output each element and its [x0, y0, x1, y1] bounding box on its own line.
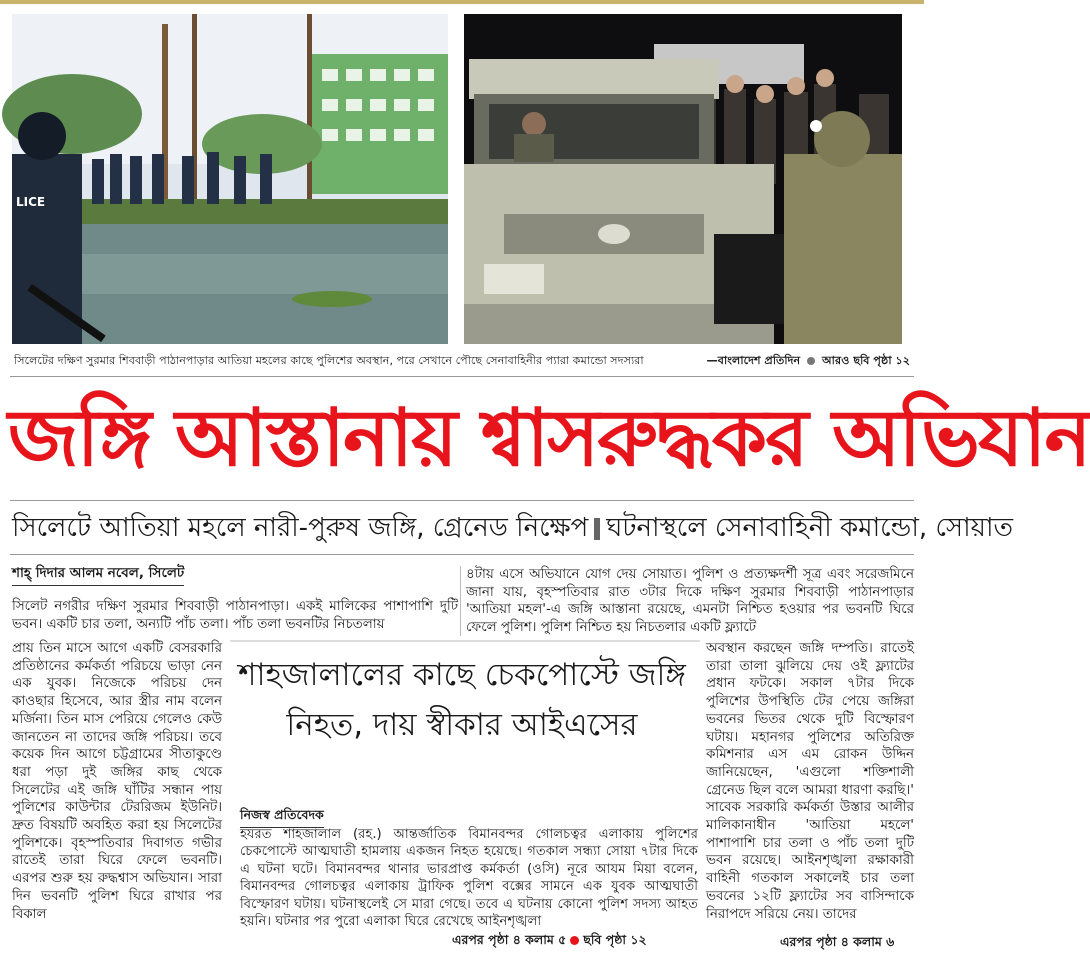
- lead-text: সিলেট নগরীর দক্ষিণ সুরমার শিববাড়ী পাঠানপাড়া। একই মালিকের পাশাপাশি দুটি ভবন। একটি চার তলা, অন্যটি পাঁচ তলা। পাঁচ তলা ভবনটির নিচতলায়: [12, 599, 458, 632]
- inset-text: হযরত শাহজালাল (রহ.) আন্তর্জাতিক বিমানবন্দর গোলচত্বর এলাকায় পুলিশের চেকপোস্টে আত্মঘাতী হামলায় একজন নিহত হয়েছে। গতকাল সন্ধ্যা সোয়া ৭টার দিকে এ ঘটনা ঘটে। বিমানবন্দর থানার ভারপ্রাপ্ত কর্মকর্তা (ওসি) নূরে আযম মিয়া বলেন, বিমানবন্দর গোলচত্বর এলাকায় ট্রাফিক পুলিশ বক্সের সামনে এক যুবক আত্মঘাতী বিস্ফোরণ ঘটায়। ঘটনাস্থলেই সে মারা গেছে। তবে এ ঘটনায় কোনো পুলিশ সদস্য আহত হয়নি। ঘটনার পর পুরো এলাকা ঘিরে রেখেছে আইনশৃঙ্খলা: [240, 827, 698, 930]
- subhead-left: সিলেটে আতিয়া মহলে নারী-পুরুষ জঙ্গি, গ্রেনেড নিক্ষেপ: [12, 513, 589, 543]
- col1-text: প্রায় তিন মাসে আগে একটি বেসরকারি প্রতিষ্ঠানের কর্মকর্তা পরিচয়ে ভাড়া নেন এক যুবক। নিজেকে পরিচয় দেন কাওছার হিসেবে, আর স্ত্রীর নাম বলেন মর্জিনা। তিন মাস পেরিয়ে গেলেও কেউ জানতেন না তাদের জঙ্গি পরিচয়। তবে কয়েক দিন আগে চট্টগ্রামের সীতাকুণ্ডে ধরা পড়া দুই জঙ্গির কাছ থেকে সিলেটের এই জঙ্গি ঘাঁটির সন্ধান পায় পুলিশের কাউন্টার টেররিজম ইউনিট। দ্রুত বিষয়টি অবহিত করা হয় সিলেটের পুলিশকে। বৃহস্পতিবার দিবাগত গভীর রাতেই তারা ঘিরে ফেলে ভবনটি। এরপর শুরু হয় রুদ্ধশ্বাস অভিযান। সারা দিন ভবনটি পুলিশ ঘিরে রাখার পর বিকাল: [12, 641, 222, 922]
- inset-continuation: [452, 932, 647, 952]
- article-lead: [12, 598, 458, 633]
- svg-text:LICE: LICE: [16, 195, 46, 209]
- inset-cont-link[interactable]: এরপর পৃষ্ঠা ৪ কলাম ৫: [452, 932, 567, 947]
- army-vehicle-photo-icon: [464, 14, 902, 344]
- caption-text: সিলেটের দক্ষিণ সুরমার শিববাড়ী পাঠানপাড়ার আতিয়া মহলের কাছে পুলিশের অবস্থান, পরে সেখানে পৌছে সেনাবাহিনীর প্যারা কমান্ডো সদস্যরা: [14, 354, 644, 367]
- col2-text: ৪টায় এসে অভিযানে যোগ দেয় সোয়াত। পুলিশ ও প্রত্যক্ষদর্শী সূত্র এবং সরেজমিনে জানা যায়, বৃহস্পতিবার রাত ৩টার দিকে দক্ষিণ সুরমার শিববাড়ী পাঠানপাড়ার 'আতিয়া মহল'-এ জঙ্গি আস্তানা রয়েছে, এমনটা নিশ্চিত হওয়ার পর ভবনটি ঘিরে ফেলে পুলিশ। পুলিশ নিশ্চিত হয় নিচতলার একটি ফ্ল্যাটে: [466, 567, 914, 636]
- article-col-2: [466, 566, 914, 637]
- inset-body: [240, 826, 698, 932]
- top-rule: [0, 0, 924, 4]
- red-bullet-icon: [570, 936, 579, 945]
- divider: [10, 500, 914, 501]
- police-photo-icon: [12, 14, 448, 344]
- separator-icon: [594, 518, 600, 540]
- article-col-1: [12, 640, 222, 954]
- photo-caption: [14, 352, 914, 372]
- more-photos-link[interactable]: আরও ছবি পৃষ্ঠা ১২: [822, 354, 910, 367]
- inset-title: [232, 650, 692, 750]
- divider: [10, 376, 914, 377]
- column-separator: [460, 566, 461, 636]
- inset-byline: নিজস্ব প্রতিবেদক: [240, 807, 324, 828]
- credit-name: —বাংলাদেশ প্রতিদিন: [706, 354, 801, 367]
- article-byline: শাহ্ দিদার আলম নবেল, সিলেট: [12, 562, 184, 586]
- col3-text: অবস্থান করছেন জঙ্গি দম্পতি। রাতেই তারা তালা ঝুলিয়ে দেয় ওই ফ্ল্যাটের প্রধান ফটকে। সকাল ৭টার দিকে পুলিশের উপস্থিতি টের পেয়ে জঙ্গিরা ভবনের ভিতর থেকে দুটি বিস্ফোরণ ঘটায়। মহানগর পুলিশের অতিরিক্ত কমিশনার এস এম রোকন উদ্দিন জানিয়েছেন, 'এগুলো শক্তিশালী গ্রেনেড ছিল বলে আমরা ধারণা করছি।' সাবেক সরকারি কর্মকর্তা উস্তার আলীর মালিকানাধীন 'আতিয়া মহলে' পাশাপাশি চার তলা ও পাঁচ তলা দুটি ভবন রয়েছে। আইনশৃঙ্খলা রক্ষাকারী বাহিনী গতকাল সকালেই চার তলা ভবনের ১২টি ফ্ল্যাটের সব বাসিন্দাকে নিরাপদে সরিয়ে নেয়। তাদের: [706, 641, 914, 922]
- subhead-right: ঘটনাস্থলে সেনাবাহিনী কমান্ডো, সোয়াত: [606, 513, 1014, 543]
- inset-photos-link[interactable]: ছবি পৃষ্ঠা ১২: [583, 932, 647, 947]
- inset-title-line-2: নিহত, দায় স্বীকার আইএসের: [286, 707, 638, 743]
- police-photo: [12, 14, 448, 344]
- main-headline: জঙ্গি আস্তানায় শ্বাসরুদ্ধকর অভিযান: [8, 392, 1090, 484]
- inset-title-line-1: শাহজালালের কাছে চেকপোস্টে জঙ্গি: [238, 657, 686, 693]
- subheadline: [12, 506, 1014, 550]
- caption-credit: [707, 352, 910, 371]
- army-photo: [464, 14, 902, 344]
- divider: [10, 554, 914, 555]
- col3-continuation[interactable]: এরপর পৃষ্ঠা ৪ কলাম ৬: [780, 934, 895, 949]
- bullet-icon: [807, 357, 815, 365]
- article-col-3: [706, 640, 914, 936]
